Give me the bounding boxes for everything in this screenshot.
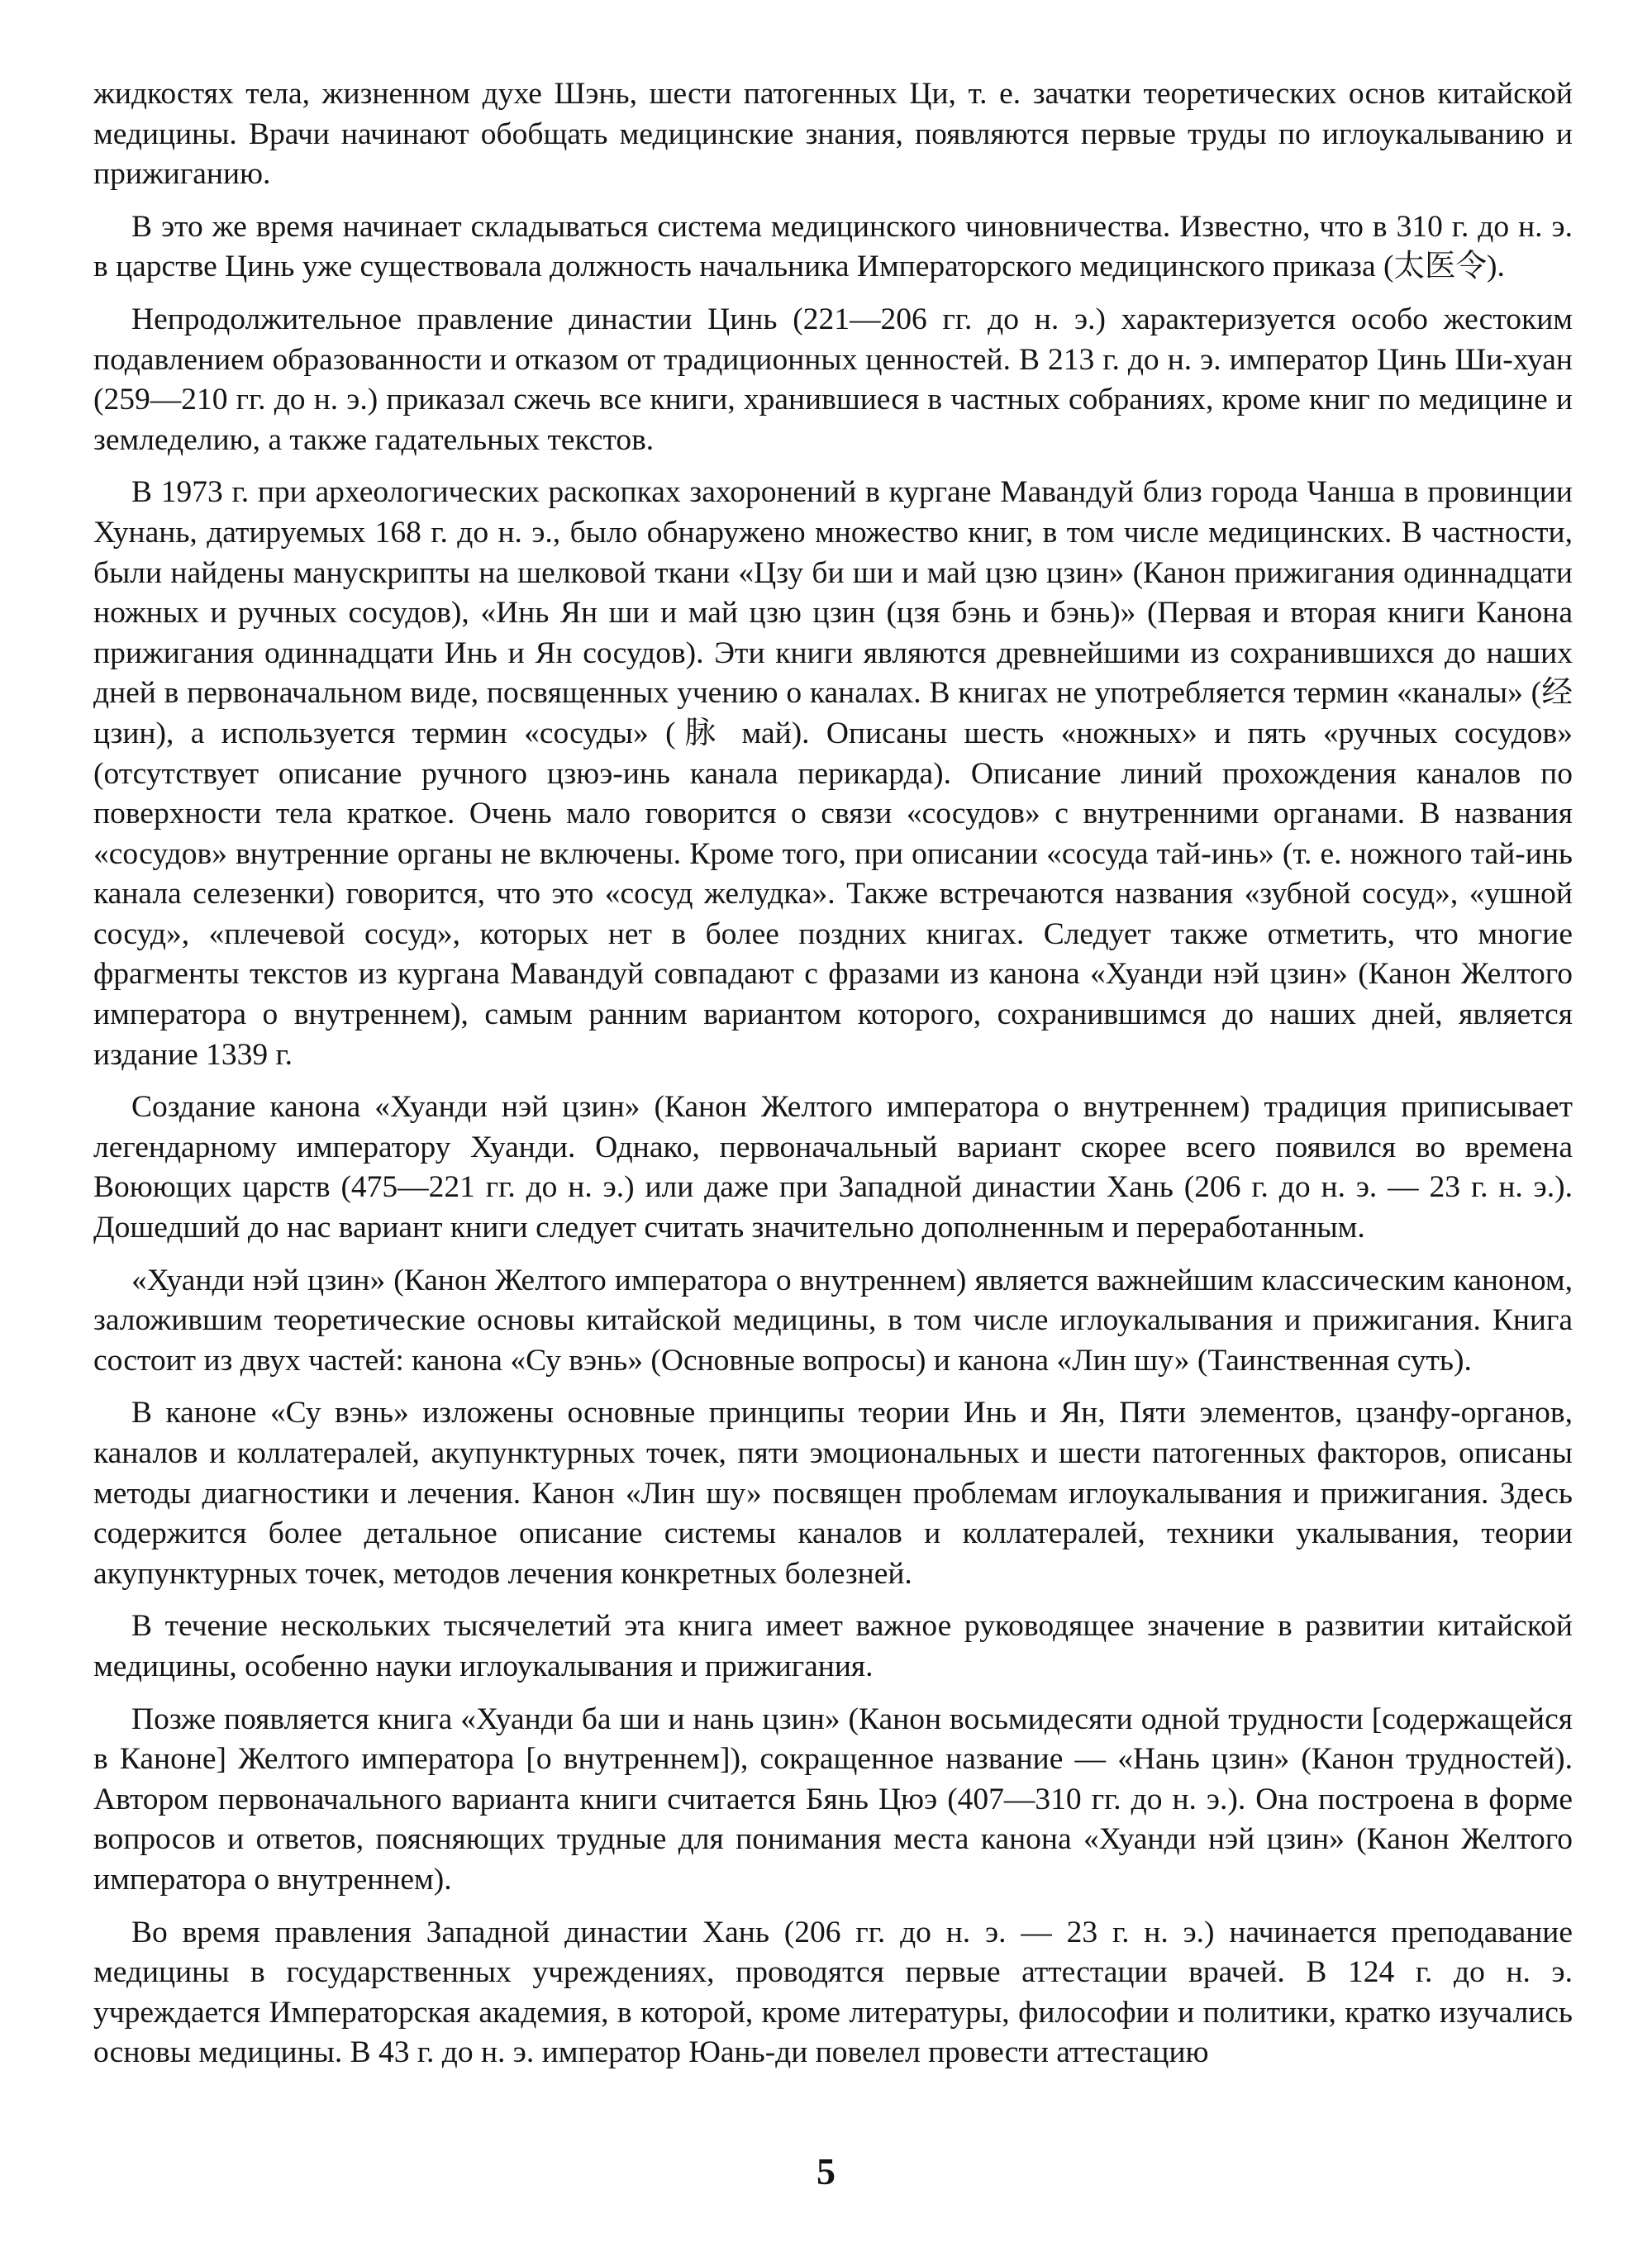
paragraph-mawangdui: В 1973 г. при археологических раскопках захоронений в кургане Мавандуй близ города Чанша в провинции Хунань, датируемых 168 г. до н. э., было обнаружено множество книг, в том числе медицинских. В частности, были найдены манускрипты на шелковой ткани «Цзу би ши и май цзю цзин» (Канон прижигания одиннадцати ножных и ручных сосудов), «Инь Ян ши и май цзю цзин (цзя бэнь и бэнь)» (Первая и вторая книги Канона прижигания одиннадцати Инь и Ян сосудов). Эти книги являются древнейшими из сохранившихся до наших дней в первоначальном виде, посвященных учению о каналах. В книгах не употребляется термин «каналы» (经 цзин), а используется термин «сосуды» (脉 май). Описаны шесть «ножных» и пять «ручных сосудов» (отсутствует описание ручного цзюэ-инь канала перикарда). Описание линий прохождения каналов по поверхности тела краткое. Очень мало говорится о связи «сосудов» с внутренними органами. В названия «сосудов» внутренние органы не включены. Кроме того, при описании «сосуда тай-инь» (т. е. ножного тай-инь канала селезенки) говорится, что это «сосуд желудка». Также встречаются названия «зубной сосуд», «ушной сосуд», «плечевой сосуд», которых нет в более поздних книгах. Следует также отметить, что многие фрагменты текстов из кургана Мавандуй совпадают с фразами из канона «Хуанди нэй цзин» (Канон Желтого императора о внутреннем), самым ранним вариантом которого, сохранившимся до наших дней, является издание 1339 г. <box>93 475 1573 1072</box>
page-text-body <box>93 74 1573 2086</box>
paragraph-nan-jing: Позже появляется книга «Хуанди ба ши и нань цзин» (Канон восьмидесяти одной трудности [содержащейся в Каноне] Желтого императора [о внутреннем]), сокращенное название — «Нань цзин» (Канон трудностей). Автором первоначального варианта книги считается Бянь Цюэ (407—310 гг. до н. э.). Она построена в форме вопросов и ответов, поясняющих трудные для понимания места канона «Хуанди нэй цзин» (Канон Желтого императора о внутреннем). <box>93 1702 1573 1897</box>
paragraph-su-wen: В каноне «Су вэнь» изложены основные принципы теории Инь и Ян, Пяти элементов, цзанфу-органов, каналов и коллатералей, акупунктурных точек, пяти эмоциональных и шести патогенных факторов, описаны методы диагностики и лечения. Канон «Лин шу» посвящен проблемам иглоукалывания и прижигания. Здесь содержится более детальное описание системы каналов и коллатералей, техники укалывания, теории акупунктурных точек, методов лечения конкретных болезней. <box>93 1396 1573 1591</box>
paragraph-medical-officials: В это же время начинает складываться система медицинского чиновничества. Известно, что в 310 г. до н. э. в царстве Цинь уже существовала должность начальника Императорского медицинского приказа (太医令). <box>93 209 1573 284</box>
paragraph-western-han: Во время правления Западной династии Хань (206 гг. до н. э. — 23 г. н. э.) начинается преподавание медицины в государственных учреждениях, проводятся первые аттестации врачей. В 124 г. до н. э. учреждается Императорская академия, в которой, кроме литературы, философии и политики, кратко изучались основы медицины. В 43 г. до н. э. император Юань-ди повелел провести аттестацию <box>93 1915 1573 2070</box>
paragraph-significance: В течение нескольких тысячелетий эта книга имеет важное руководящее значение в развитии китайской медицины, особенно науки иглоукалывания и прижигания. <box>93 1609 1573 1683</box>
paragraph-qin-dynasty: Непродолжительное правление династии Цинь (221—206 гг. до н. э.) характеризуется особо жестоким подавлением образованности и отказом от традиционных ценностей. В 213 г. до н. э. император Цинь Ши-хуан (259—210 гг. до н. э.) приказал сжечь все книги, хранившиеся в частных собраниях, кроме книг по медицине и земледелию, а также гадательных текстов. <box>93 302 1573 457</box>
paragraph-huangdi-origin: Создание канона «Хуанди нэй цзин» (Канон Желтого императора о внутреннем) традиция приписывает легендарному императору Хуанди. Однако, первоначальный вариант скорее всего появился во времена Воюющих царств (475—221 гг. до н. э.) или даже при Западной династии Хань (206 г. до н. э. — 23 г. н. э.). Дошедший до нас вариант книги следует считать значительно дополненным и переработанным. <box>93 1090 1573 1245</box>
paragraph-huangdi-canon: «Хуанди нэй цзин» (Канон Желтого императора о внутреннем) является важнейшим классическим каноном, заложившим теоретические основы китайской медицины, в том числе иглоукалывания и прижигания. Книга состоит из двух частей: канона «Су вэнь» (Основные вопросы) и канона «Лин шу» (Таинственная суть). <box>93 1263 1573 1378</box>
page-number: 5 <box>816 2150 836 2192</box>
paragraph-continuation: жидкостях тела, жизненном духе Шэнь, шести патогенных Ци, т. е. зачатки теоретических основ китайской медицины. Врачи начинают обобщать медицинские знания, появляются первые труды по иглоукалыванию и прижиганию. <box>93 77 1573 192</box>
